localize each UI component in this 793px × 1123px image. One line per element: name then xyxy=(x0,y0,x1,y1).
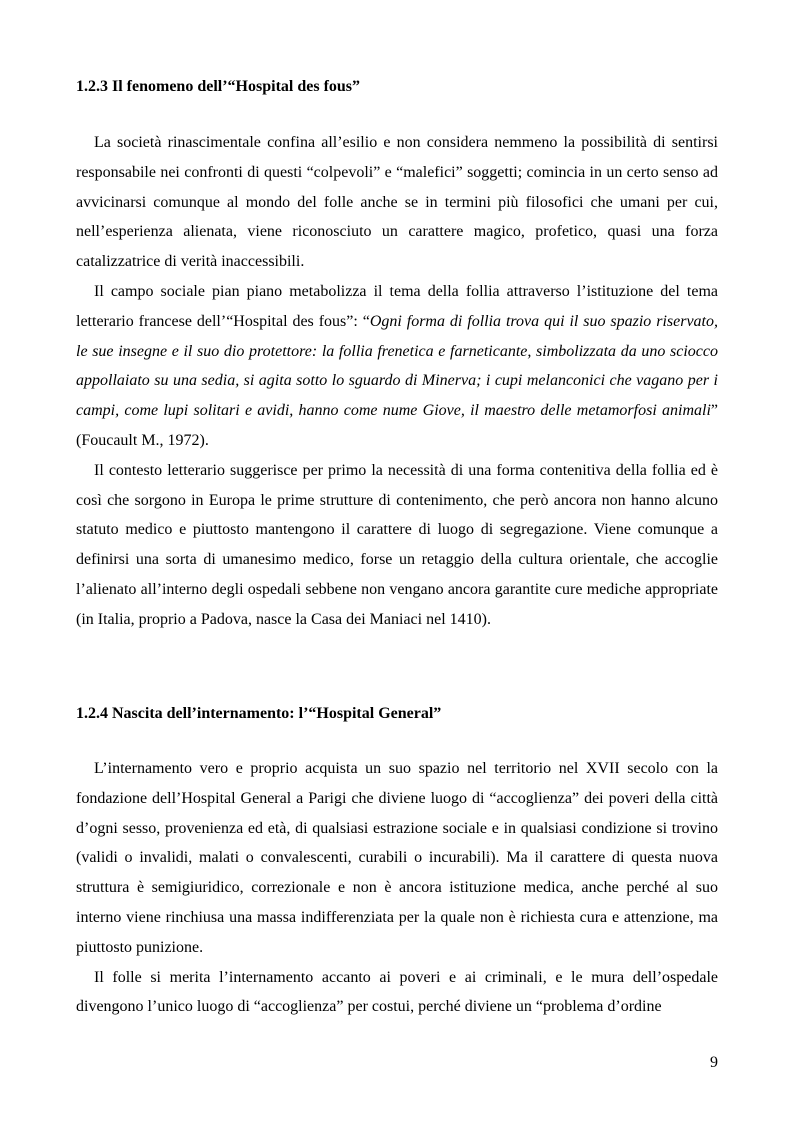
paragraph: La società rinascimentale confina all’esilio e non considera nemmeno la possibilità di sentirsi responsabile nei confronti di questi “colpevoli” e “malefici” soggetti; comincia in un certo senso ad avvicinarsi comunque al mondo del folle anche se in termini più filosofici che umani per cui, nell’esperienza alienata, viene riconosciuto un carattere magico, profetico, quasi una forza catalizzatrice di verità inaccessibili. xyxy=(76,134,718,271)
paragraph-intro: Il campo sociale pian piano metabolizza il tema della follia attraverso l’istituzione del tema letterario francese dell’“Hospital des fous”: “ xyxy=(76,282,718,330)
section-heading-1-2-4: 1.2.4 Nascita dell’internamento: l’“Hospital General” xyxy=(76,705,442,722)
paragraph-with-quote xyxy=(76,277,718,456)
paragraph: L’internamento vero e proprio acquista un suo spazio nel territorio nel XVII secolo con la fondazione dell’Hospital General a Parigi che diviene luogo di “accoglienza” dei poveri della città d’ogni sesso, provenienza ed età, di qualsiasi estrazione sociale e in qualsiasi condizione si trovino (validi o invalidi, malati o convalescenti, curabili o incurabili). Ma il carattere di questa nuova struttura è semigiuridico, correzionale e non è ancora istituzione medica, anche perché al suo interno viene rinchiusa una massa indifferenziata per la quale non è richiesta cura e attenzione, ma piuttosto punizione. xyxy=(76,760,718,956)
page-number: 9 xyxy=(710,1054,718,1071)
section-body-1-2-3 xyxy=(76,128,718,635)
section-heading-1-2-3: 1.2.3 Il fenomeno dell’“Hospital des fous” xyxy=(76,78,361,95)
citation: ” (Foucault M., 1972). xyxy=(76,402,718,449)
paragraph: Il contesto letterario suggerisce per primo la necessità di una forma contenitiva della follia ed è così che sorgono in Europa le prime strutture di contenimento, che però ancora non hanno alcuno statuto medico e piuttosto mantengono il carattere di luogo di segregazione. Viene comunque a definirsi una sorta di umanesimo medico, forse un retaggio della cultura orientale, che accoglie l’alienato all’interno degli ospedali sebbene non vengano ancora garantite cure mediche appropriate (in Italia, proprio a Padova, nasce la Casa dei Maniaci nel 1410). xyxy=(76,461,718,628)
paragraph: Il folle si merita l’internamento accanto ai poveri e ai criminali, e le mura dell’ospedale divengono l’unico luogo di “accoglienza” per costui, perché diviene un “problema d’ordine xyxy=(76,968,718,1016)
section-body-1-2-4 xyxy=(76,754,718,1022)
foucault-quote: Ogni forma di follia trova qui il suo spazio riservato, le sue insegne e il suo dio protettore: la follia frenetica e farneticante, simbolizzata da uno sciocco appollaiato su una sedia, si agita sotto lo sguardo di Minerva; i cupi melanconici che vagano per i campi, come lupi solitari e avidi, hanno come nume Giove, il maestro delle metamorfosi animali xyxy=(76,312,719,420)
